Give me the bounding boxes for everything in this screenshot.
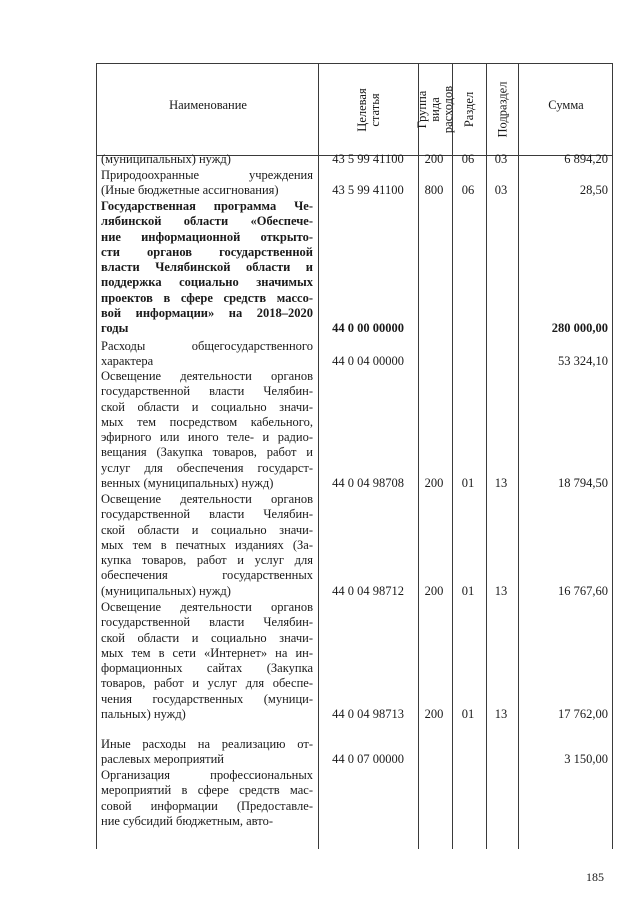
row-name-line: раслевых мероприятий xyxy=(101,752,224,767)
row-sum: 28,50 xyxy=(579,183,608,198)
column-divider xyxy=(418,63,419,849)
row-name-line: (муниципальных) нужд) xyxy=(101,583,231,598)
row-name xyxy=(101,768,313,829)
row-target-article: 43 5 99 41100 xyxy=(332,183,404,198)
row-name-line: вещания (Закупка товаров, работ и xyxy=(101,445,313,460)
row-name-line: купка товаров, работ и услуг для xyxy=(101,553,313,567)
row-sum: 280 000,00 xyxy=(551,321,608,335)
column-divider xyxy=(318,63,319,849)
row-name-line: годы xyxy=(101,321,129,335)
row-target-article: 44 0 04 98712 xyxy=(332,583,404,598)
row-name-line: лябинской области «Обеспече- xyxy=(101,214,313,229)
row-section: 06 xyxy=(461,183,475,198)
row-name-line: совой информации (Предоставле- xyxy=(101,798,313,813)
header-sum: Сумма xyxy=(548,98,584,112)
row-name-line: ской области и социально значи- xyxy=(101,630,313,645)
row-name-line: мероприятий в сфере средств мас- xyxy=(101,783,313,798)
header-section-label: Раздел xyxy=(462,91,477,128)
row-name xyxy=(101,600,313,722)
row-subsection: 13 xyxy=(494,583,508,598)
row-target-article: 44 0 04 98708 xyxy=(332,475,404,490)
row-name-line: власти Челябинской области и xyxy=(101,260,313,274)
row-name-line: мых тем в печатных изданиях (За- xyxy=(101,537,313,552)
row-subsection: 13 xyxy=(494,475,508,490)
row-subsection: 03 xyxy=(494,152,508,166)
header-target-article-label: Целевая статья xyxy=(354,87,382,132)
row-section: 01 xyxy=(461,475,475,490)
row-sum: 16 767,60 xyxy=(558,583,608,598)
row-subsection: 13 xyxy=(494,706,508,721)
header-expense-group xyxy=(415,64,456,155)
row-sum: 6 894,20 xyxy=(564,152,608,166)
header-section xyxy=(453,64,486,155)
row-name-line: (Иные бюджетные ассигнования) xyxy=(101,183,279,198)
row-name-line: Расходы общегосударственного xyxy=(101,339,313,353)
table-left-border xyxy=(96,63,97,849)
row-name-line: ской области и социально значи- xyxy=(101,522,313,537)
row-name-line: венных (муниципальных) нужд) xyxy=(101,475,274,490)
row-name-line: Государственная программа Че- xyxy=(101,199,313,213)
row-name-line: мых тем в сети «Интернет» на ин- xyxy=(101,645,313,660)
row-target-article: 44 0 00 00000 xyxy=(332,321,404,335)
row-name-line: государственной власти Челябин- xyxy=(101,507,313,522)
row-name-line: Организация профессиональных xyxy=(101,768,313,782)
row-subsection: 03 xyxy=(494,183,508,198)
row-name-line: проектов в сфере средств массо- xyxy=(101,290,313,305)
row-name-line: Иные расходы на реализацию от- xyxy=(101,737,313,751)
row-expense-group: 200 xyxy=(424,706,444,721)
row-name-line: пальных) нужд) xyxy=(101,706,186,721)
row-name-line: (муниципальных) нужд) xyxy=(101,152,231,166)
row-name-line: государственной власти Челябин- xyxy=(101,615,313,630)
row-name xyxy=(101,339,313,370)
row-name-line: мых тем посредством кабельного, xyxy=(101,414,313,429)
page-number: 185 xyxy=(586,870,604,884)
row-name xyxy=(101,199,313,336)
header-expense-group-label: Группа вида расходов xyxy=(415,85,456,134)
row-name-line: товаров, работ и услуг для обеспе- xyxy=(101,676,313,691)
column-divider xyxy=(452,63,453,849)
row-name-line: ние субсидий бюджетным, авто- xyxy=(101,813,273,828)
row-section: 01 xyxy=(461,583,475,598)
row-section: 01 xyxy=(461,706,475,721)
row-sum: 3 150,00 xyxy=(564,752,608,767)
row-name xyxy=(101,369,313,491)
row-name-line: формационных сайтах (Закупка xyxy=(101,661,313,675)
row-name-line: ской области и социально значи- xyxy=(101,399,313,414)
row-target-article: 43 5 99 41100 xyxy=(332,152,404,166)
header-subsection-label: Подраздел xyxy=(495,81,509,138)
row-name-line: вой информации» на 2018–2020 xyxy=(101,305,313,320)
row-name xyxy=(101,168,313,199)
row-section: 06 xyxy=(461,152,475,166)
column-divider xyxy=(518,63,519,849)
row-sum: 53 324,10 xyxy=(558,354,608,369)
row-name-line: поддержка социально значимых xyxy=(101,275,313,290)
row-name-line: Природоохранные учреждения xyxy=(101,168,313,182)
row-name-line: услуг для обеспечения государст- xyxy=(101,460,313,475)
row-name-line: эфирного или иного теле- и радио- xyxy=(101,430,313,444)
header-target-article xyxy=(319,64,418,155)
row-target-article: 44 0 04 98713 xyxy=(332,706,404,721)
row-target-article: 44 0 04 00000 xyxy=(332,354,404,369)
row-expense-group: 800 xyxy=(424,183,444,198)
column-divider xyxy=(486,63,487,849)
header-name: Наименование xyxy=(169,98,247,112)
row-name xyxy=(101,492,313,599)
row-name-line: сти органов государственной xyxy=(101,244,313,259)
row-target-article: 44 0 07 00000 xyxy=(332,752,404,767)
row-name-line: чения государственных (муници- xyxy=(101,691,313,706)
row-name xyxy=(101,737,313,768)
header-subsection xyxy=(487,64,518,155)
row-name-line: Освещение деятельности органов xyxy=(101,492,313,506)
row-name-line: Освещение деятельности органов xyxy=(101,369,313,383)
row-sum: 17 762,00 xyxy=(558,706,608,721)
row-name-line: обеспечения государственных xyxy=(101,568,313,583)
row-name-line: государственной власти Челябин- xyxy=(101,384,313,399)
row-name-line: характера xyxy=(101,354,154,369)
row-name-line: ние информационной открыто- xyxy=(101,229,313,244)
row-expense-group: 200 xyxy=(424,152,444,166)
row-expense-group: 200 xyxy=(424,475,444,490)
row-expense-group: 200 xyxy=(424,583,444,598)
table-right-border xyxy=(612,63,613,849)
row-sum: 18 794,50 xyxy=(558,475,608,490)
row-name-line: Освещение деятельности органов xyxy=(101,600,313,614)
row-name xyxy=(101,152,313,167)
